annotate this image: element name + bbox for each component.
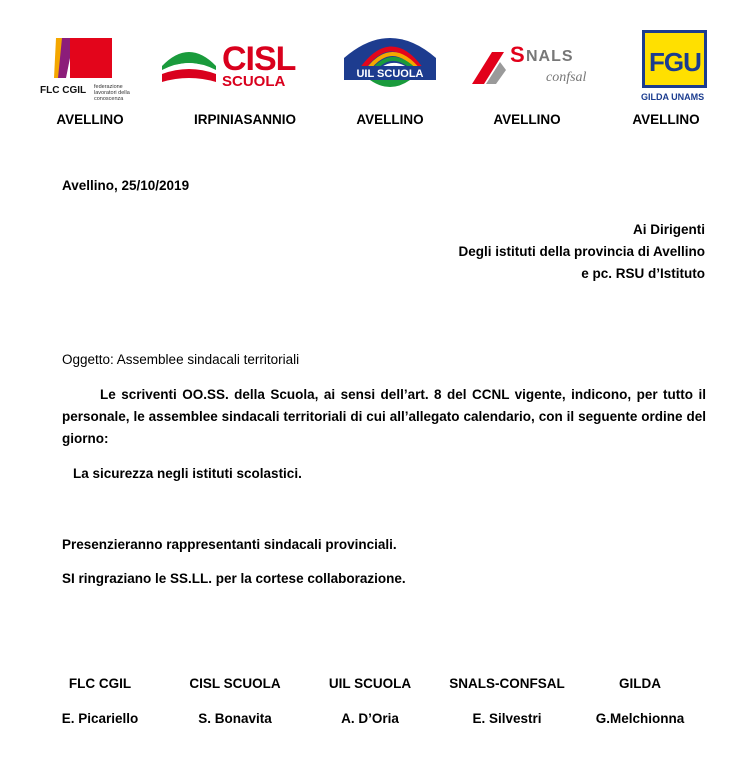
closing-line-1: Presenzieranno rappresentanti sindacali provinciali.	[62, 537, 397, 552]
city-label-uil: AVELLINO	[356, 112, 424, 127]
cisl-arc-mark	[160, 44, 218, 84]
city-label-snals: AVELLINO	[493, 112, 561, 127]
body-line-1: Le scriventi OO.SS. della Scuola, ai sensi dell’art. 8 del CCNL vigente, indicono, per tutto il	[100, 387, 706, 402]
uil-scuola-label: UIL SCUOLA	[356, 68, 424, 80]
signature-name-cisl: S. Bonavita	[198, 711, 272, 726]
recipient-line-1: Ai Dirigenti	[632, 222, 705, 237]
snals-s-label: S	[510, 42, 525, 67]
gilda-unams-logo	[642, 30, 712, 105]
body-line-2: personale, le assemblee sindacali territoriali di cui all’allegato calendario, con il seguente ordine del	[62, 409, 706, 424]
letter-subject: Oggetto: Assemblee sindacali territoriali	[62, 352, 300, 367]
city-label-cisl: IRPINIASANNIO	[193, 112, 296, 127]
signature-union-gilda: GILDA	[619, 676, 661, 691]
signature-union-uil: UIL SCUOLA	[328, 676, 412, 691]
letter-date: Avellino, 25/10/2019	[62, 178, 190, 193]
cisl-label: CISL	[222, 40, 296, 78]
signature-union-snals: SNALS-CONFSAL	[449, 676, 565, 691]
flc-cgil-mark	[40, 38, 116, 80]
snals-label: NALS	[526, 48, 574, 65]
signature-name-flc: E. Picariello	[61, 711, 139, 726]
agenda-item: La sicurezza negli istituti scolastici.	[73, 466, 302, 481]
closing-line-2: SI ringraziano le SS.LL. per la cortese collaborazione.	[62, 571, 406, 586]
flc-cgil-sublabel: federazione lavoratori della conoscenza	[94, 84, 130, 102]
signature-union-flc: FLC CGIL	[68, 676, 132, 691]
uil-scuola-mark	[340, 28, 440, 98]
city-label-gilda: AVELLINO	[632, 112, 700, 127]
snals-mark	[470, 46, 514, 86]
flc-cgil-logo	[40, 38, 140, 102]
gilda-box	[642, 30, 707, 88]
signature-name-gilda: G.Melchionna	[595, 711, 685, 726]
signature-name-uil: A. D’Oria	[341, 711, 399, 726]
city-label-flc: AVELLINO	[56, 112, 124, 127]
signature-name-snals: E. Silvestri	[472, 711, 542, 726]
uil-scuola-logo	[340, 28, 440, 98]
gilda-unams-label: GILDA UNAMS	[641, 92, 705, 102]
flc-cgil-label: FLC CGIL	[40, 85, 87, 96]
confsal-label: confsal	[546, 70, 587, 85]
snals-confsal-logo	[470, 44, 600, 90]
cisl-scuola-logo	[160, 40, 315, 90]
recipient-line-2: Degli istituti della provincia di Avellino	[458, 244, 705, 259]
signature-union-cisl: CISL SCUOLA	[189, 676, 281, 691]
body-line-3: giorno:	[62, 431, 109, 446]
recipient-line-3: e pc. RSU d’Istituto	[581, 266, 705, 281]
cisl-scuola-label: SCUOLA	[222, 73, 286, 90]
fgu-label: FGU	[649, 47, 701, 77]
